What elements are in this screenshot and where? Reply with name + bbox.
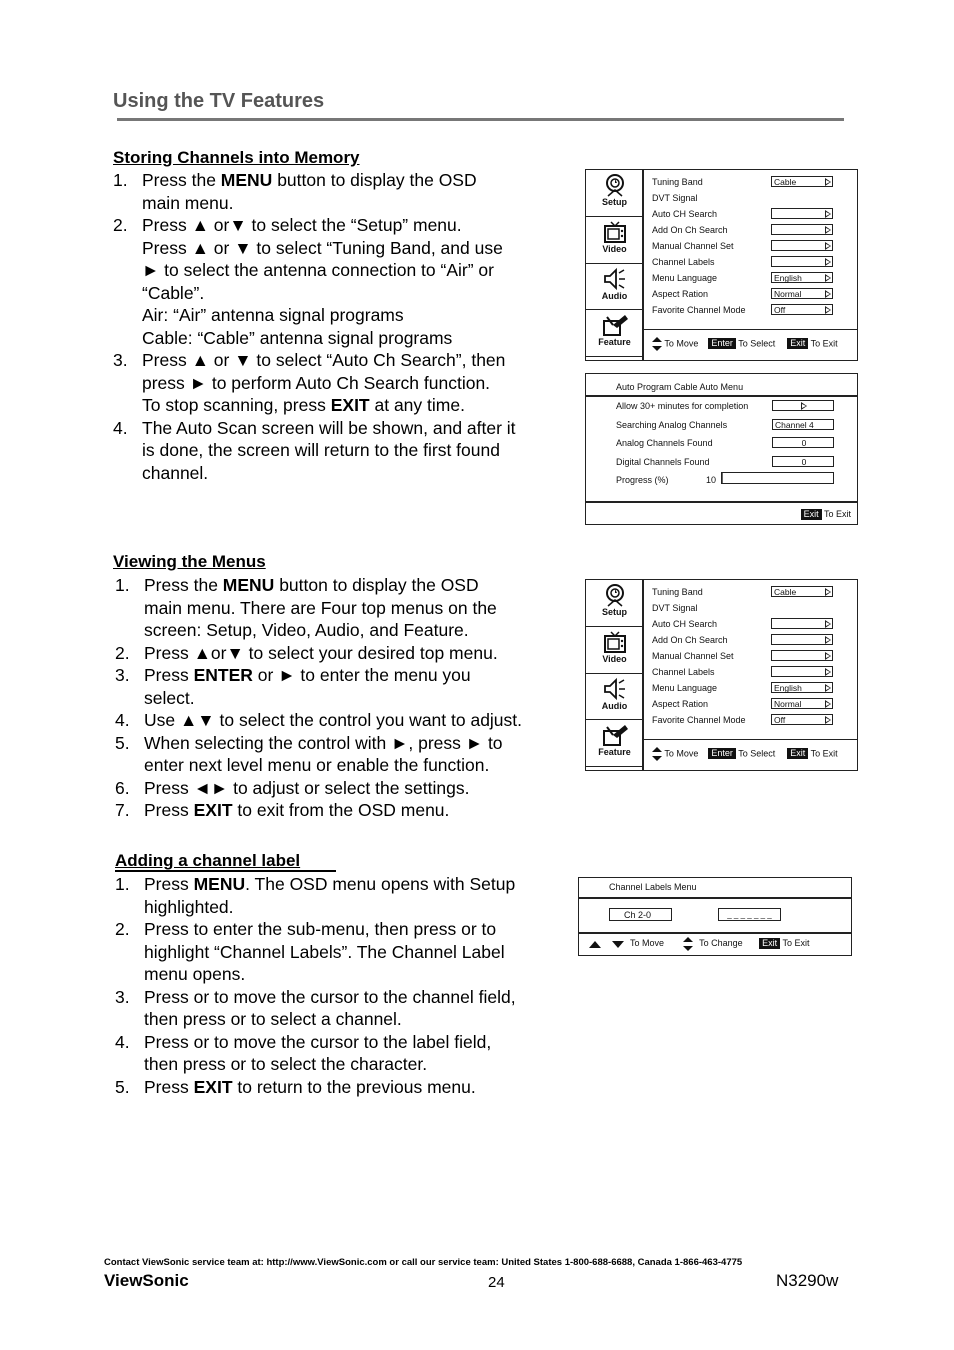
menu-row-value: Normal	[771, 698, 833, 709]
menu-row-label: Channel Labels	[652, 667, 715, 677]
step-number: 6.	[115, 777, 130, 798]
step-text: Press ▲or▼ to select your desired top menu.	[144, 642, 498, 663]
right-arrow-icon	[825, 620, 831, 628]
menu-row-value	[771, 634, 833, 645]
list-item	[113, 214, 573, 349]
up-down-arrows-icon	[652, 747, 662, 761]
label-menu-title: Channel Labels Menu	[609, 882, 697, 892]
footer-to-exit: To Exit	[810, 338, 838, 349]
step-number: 1.	[113, 170, 128, 190]
step-text: Press ▲ or▼ to select the “Setup” menu.	[142, 215, 462, 235]
list-item	[115, 986, 575, 1031]
step-text: When selecting the control with ►, press ► to	[144, 732, 503, 753]
list-item	[115, 574, 575, 642]
menu-row-value: Cable	[771, 586, 833, 597]
enter-key-chip: Enter	[708, 338, 736, 349]
down-arrow-icon	[612, 941, 624, 948]
menu-tab-label: Audio	[601, 290, 628, 301]
auto-menu-title: Auto Program Cable Auto Menu	[616, 382, 744, 392]
right-arrow-icon	[825, 668, 831, 676]
speaker-icon	[586, 677, 643, 701]
menu-tab-label: Setup	[601, 197, 627, 207]
progress-fill	[722, 473, 723, 483]
progress-bar	[721, 472, 834, 484]
menu-row-label: Auto CH Search	[652, 619, 718, 629]
menu-row-label: Tuning Band	[652, 587, 703, 597]
list-item	[113, 417, 573, 485]
title-divider	[117, 118, 844, 121]
list-item	[115, 642, 575, 665]
menu-row-label: Manual Channel Set	[652, 241, 734, 251]
right-arrow-icon	[825, 274, 831, 282]
menu-row-label: Aspect Ration	[652, 289, 709, 299]
menu-row-label: Manual Channel Set	[652, 651, 734, 661]
step-text: Press or to move the cursor to the channel field,	[144, 986, 516, 1007]
menu-row-label: Favorite Channel Mode	[652, 715, 746, 725]
setup-dial-icon	[586, 173, 643, 197]
feature-tools-icon	[586, 723, 643, 747]
step-text: highlighted.	[144, 896, 234, 917]
menu-tab-feature	[586, 720, 643, 767]
step-text: Press EXIT to return to the previous menu.	[144, 1076, 476, 1097]
exit-key-chip: Exit	[801, 509, 822, 520]
section-heading-storing-channels: Storing Channels into Memory	[113, 148, 360, 167]
heading-underline	[115, 870, 336, 872]
speaker-icon	[586, 267, 643, 291]
menu-row-label: Add On Ch Search	[652, 635, 728, 645]
right-arrow-icon	[825, 700, 831, 708]
tv-icon	[586, 220, 643, 244]
menu-row-value	[771, 650, 833, 661]
step-number: 3.	[115, 986, 130, 1007]
feature-tools-icon	[586, 313, 643, 337]
label-field: _ _ _ _ _ _ _	[718, 908, 781, 921]
footer-select: To Select	[738, 338, 776, 349]
footer-to-exit: To Exit	[810, 748, 838, 759]
menu-row-label: Channel Labels	[652, 257, 715, 267]
step-text: screen: Setup, Video, Audio, and Feature.	[144, 620, 469, 640]
menu-row-value	[771, 224, 833, 235]
menu-row-value: Off	[771, 714, 833, 725]
page-number: 24	[488, 1274, 505, 1291]
right-arrow-icon	[825, 242, 831, 250]
step-text: “Cable”.	[142, 282, 205, 303]
up-down-arrows-icon	[652, 337, 662, 351]
menu-row-value	[771, 256, 833, 267]
menu-footer	[643, 329, 857, 360]
menu-row-value: Off	[771, 304, 833, 315]
step-text: menu opens.	[144, 964, 246, 984]
right-arrow-icon	[825, 588, 831, 596]
step-text: is done, the screen will return to the first found	[142, 440, 500, 460]
menu-tab-label: Video	[602, 243, 627, 254]
menu-tab-setup	[586, 580, 643, 627]
footer-move: To Move	[664, 748, 699, 759]
menu-row-value	[771, 240, 833, 251]
footer-move: To Move	[664, 338, 699, 349]
step-text: enter next level menu or enable the function.	[144, 755, 490, 775]
menu-row-label: Menu Language	[652, 683, 718, 693]
menu-tab-label: Audio	[601, 700, 628, 711]
right-arrow-icon	[825, 210, 831, 218]
list-item	[115, 1031, 575, 1076]
menu-tab-video	[586, 627, 643, 674]
step-text: highlight “Channel Labels”. The Channel Label	[144, 941, 505, 962]
step-text: Press the MENU button to display the OSD	[144, 575, 479, 595]
list-item	[113, 349, 573, 417]
list-item	[113, 169, 573, 214]
setup-dial-icon	[586, 583, 643, 607]
step-text: Press or to move the cursor to the label field,	[144, 1031, 492, 1052]
step-text: The Auto Scan screen will be shown, and after it	[142, 417, 516, 438]
steps-storing-channels	[113, 169, 573, 484]
right-arrow-icon	[825, 636, 831, 644]
auto-row-value: Channel 4	[772, 419, 834, 430]
right-arrow-icon	[825, 652, 831, 660]
menu-tab-video	[586, 217, 643, 264]
menu-footer	[643, 739, 857, 770]
step-number: 1.	[115, 575, 130, 595]
right-arrow-icon	[825, 178, 831, 186]
step-text: ► to select the antenna connection to “Air” or	[142, 260, 494, 280]
right-arrow-icon	[825, 306, 831, 314]
footer-model: N3290w	[776, 1271, 839, 1290]
right-arrow-icon	[825, 716, 831, 724]
step-text: Press ◄► to adjust or select the settings.	[144, 777, 470, 798]
step-text: Press to enter the sub-menu, then press or to	[144, 919, 497, 939]
step-text: select.	[144, 687, 195, 708]
list-item	[115, 709, 575, 732]
step-number: 3.	[113, 350, 128, 370]
steps-adding-label	[115, 873, 575, 1098]
menu-tab-feature	[586, 310, 643, 357]
step-text: Press ▲ or ▼ to select “Auto Ch Search”, then	[142, 350, 506, 370]
menu-row-value: Cable	[771, 176, 833, 187]
step-text: Air: “Air” antenna signal programs	[142, 305, 404, 325]
auto-row-value	[772, 400, 834, 411]
right-arrow-icon	[825, 258, 831, 266]
menu-tab-label: Setup	[601, 607, 627, 617]
step-text: Press EXIT to exit from the OSD menu.	[144, 800, 450, 820]
setup-menu-screenshot	[585, 169, 858, 361]
menu-row-value: Normal	[771, 288, 833, 299]
auto-row-label: Allow 30+ minutes for completion	[616, 401, 749, 411]
list-item	[115, 918, 575, 986]
setup-menu-screenshot-2	[585, 579, 858, 771]
menu-row-label: Tuning Band	[652, 177, 703, 187]
step-text: Press ENTER or ► to enter the menu you	[144, 665, 471, 685]
progress-value: 10	[706, 475, 717, 485]
step-number: 5.	[115, 732, 130, 753]
step-text: Press the MENU button to display the OSD	[142, 170, 477, 190]
menu-tab-label: Feature	[598, 337, 631, 348]
menu-row-label: DVT Signal	[652, 193, 698, 203]
up-down-arrows-icon	[683, 937, 693, 951]
step-number: 5.	[115, 1076, 130, 1097]
menu-row-label: DVT Signal	[652, 603, 698, 613]
step-text: main menu.	[142, 192, 234, 213]
menu-row-label: Favorite Channel Mode	[652, 305, 746, 315]
exit-key-chip: Exit	[787, 338, 808, 349]
menu-row-value	[771, 618, 833, 629]
step-text: press ► to perform Auto Ch Search function.	[142, 372, 491, 393]
right-arrow-icon	[825, 226, 831, 234]
progress-label: Progress (%)	[616, 475, 669, 485]
right-arrow-icon	[825, 290, 831, 298]
list-item	[115, 777, 575, 800]
steps-viewing-menus	[115, 574, 575, 822]
auto-row-label: Searching Analog Channels	[616, 419, 728, 430]
step-text: Press MENU. The OSD menu opens with Setup	[144, 874, 516, 894]
auto-row-label: Analog Channels Found	[616, 438, 713, 448]
menu-row-label: Aspect Ration	[652, 699, 709, 709]
menu-row-label: Add On Ch Search	[652, 225, 728, 235]
auto-row-label: Digital Channels Found	[616, 456, 710, 467]
step-number: 2.	[115, 642, 130, 663]
exit-key-chip: Exit	[787, 748, 808, 759]
step-text: To stop scanning, press EXIT at any time.	[142, 395, 465, 415]
menu-row-value	[771, 208, 833, 219]
step-number: 2.	[115, 919, 130, 939]
menu-row-value: English	[771, 272, 833, 283]
section-heading-adding-label: Adding a channel label	[115, 851, 301, 870]
list-item	[115, 799, 575, 822]
step-number: 2.	[113, 215, 128, 235]
step-text: Use ▲▼ to select the control you want to adjust.	[144, 710, 523, 730]
list-item	[115, 732, 575, 777]
step-number: 1.	[115, 874, 130, 894]
menu-tab-setup	[586, 170, 643, 217]
page-title: Using the TV Features	[113, 90, 325, 112]
channel-labels-menu-screenshot	[578, 877, 852, 956]
right-arrow-icon	[825, 684, 831, 692]
menu-row-label: Menu Language	[652, 273, 718, 283]
menu-tab-label: Feature	[598, 747, 631, 758]
list-item	[115, 664, 575, 709]
step-text: Cable: “Cable” antenna signal programs	[142, 327, 453, 348]
step-number: 7.	[115, 800, 130, 820]
list-item	[115, 1076, 575, 1099]
menu-row-label: Auto CH Search	[652, 209, 718, 219]
up-arrow-icon	[589, 941, 601, 948]
step-text: then press or to select a channel.	[144, 1009, 402, 1029]
auto-row-value: 0	[772, 437, 834, 448]
auto-row-value: 0	[772, 456, 834, 467]
footer-brand: ViewSonic	[104, 1271, 189, 1290]
tv-icon	[586, 630, 643, 654]
enter-key-chip: Enter	[708, 748, 736, 759]
exit-key-chip: Exit	[759, 938, 780, 949]
list-item	[115, 873, 575, 918]
menu-tab-audio	[586, 674, 643, 721]
menu-tab-label: Video	[602, 653, 627, 664]
right-arrow-icon	[801, 402, 807, 410]
step-number: 4.	[113, 417, 128, 438]
step-number: 4.	[115, 710, 130, 730]
step-number: 4.	[115, 1031, 130, 1052]
auto-program-menu-screenshot	[585, 373, 858, 525]
auto-menu-footer: Exit To Exit	[801, 509, 851, 520]
menu-row-value: English	[771, 682, 833, 693]
step-number: 3.	[115, 665, 130, 685]
section-heading-viewing-menus: Viewing the Menus	[113, 552, 266, 571]
step-text: Press ▲ or ▼ to select “Tuning Band, and use	[142, 237, 503, 258]
step-text: main menu. There are Four top menus on the	[144, 597, 497, 618]
menu-row-value	[771, 666, 833, 677]
step-text: channel.	[142, 462, 209, 483]
step-text: then press or to select the character.	[144, 1054, 428, 1074]
channel-field: Ch 2-0	[609, 908, 672, 921]
footer-contact: Contact ViewSonic service team at: http://www.ViewSonic.com or call our service team: United States 1-800-688-6688, Canada 1-866-463-4775	[104, 1257, 743, 1268]
label-menu-footer: To Move To Change Exit To Exit	[589, 937, 810, 951]
footer-select: To Select	[738, 748, 776, 759]
menu-tab-audio	[586, 264, 643, 311]
